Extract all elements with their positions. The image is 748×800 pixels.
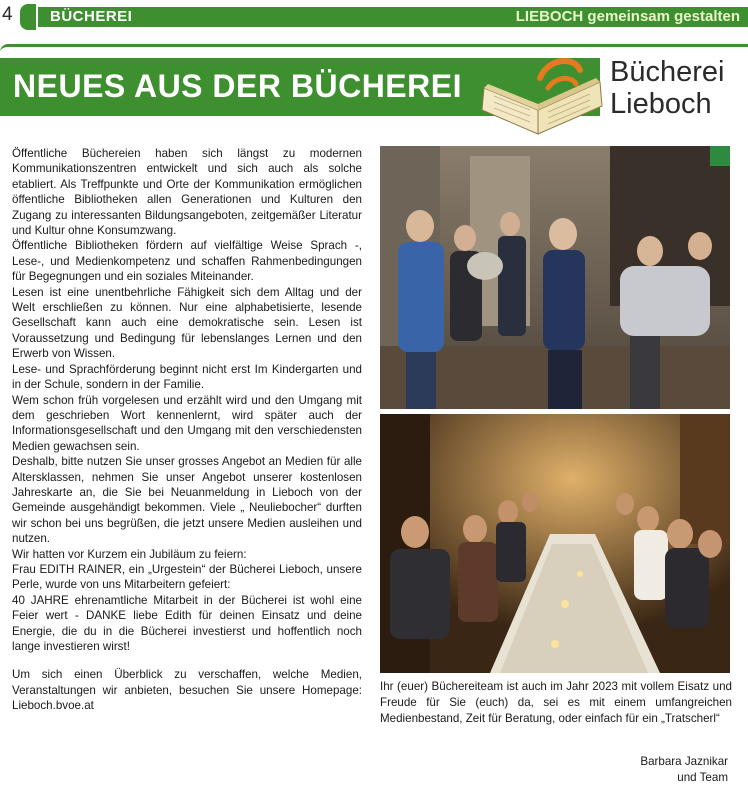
header-tab-decoration bbox=[20, 4, 36, 30]
logo-line2: Lieboch bbox=[610, 88, 712, 120]
page-header bbox=[0, 0, 748, 34]
author-name: Barbara Jaznikar bbox=[640, 755, 728, 768]
open-book-icon bbox=[478, 48, 606, 136]
article-paragraph: Frau EDITH RAINER, ein „Urgestein“ der Bücherei Lieboch, unsere Perle, wurde von uns Mitarbeitern gefeiert: bbox=[12, 562, 362, 592]
article-paragraph: 40 JAHRE ehrenamtliche Mitarbeit in der Bücherei ist wohl eine Feier wert - DANKE liebe Edith für deinen Einsatz und deine Energie, die du in die Bücherei investierst und hoffentlich noch lange investieren wirst! bbox=[12, 593, 362, 653]
logo-line1: Bücherei bbox=[610, 56, 725, 88]
author-team: und Team bbox=[677, 771, 728, 784]
photo-dinner-image bbox=[380, 414, 730, 673]
header-tagline: LIEBOCH gemeinsam gestalten bbox=[515, 8, 740, 25]
author-signature bbox=[560, 754, 728, 786]
photo-celebration bbox=[380, 146, 730, 409]
article-paragraph: Öffentliche Bibliotheken fördern auf vielfältige Weise Sprach -, Lese-, und Medienkompetenz und schaffen Rahmenbedingungen für Begegnungen und ein soziales Miteinander. bbox=[12, 239, 362, 284]
photo-dinner bbox=[380, 414, 730, 673]
page-number: 4 bbox=[2, 4, 13, 25]
photo-caption: Ihr (euer) Büchereiteam ist auch im Jahr 2023 mit vollem Eisatz und Freude für Sie (euch) da, sei es mit einem umfangreichen Medienbestand, Zeit für Beratung, oder einfach für ein „Tratscherl“ bbox=[380, 680, 732, 725]
article-closing: Um sich einen Überblick zu verschaffen, welche Medien, Veranstaltungen wir anbieten, besuchen Sie unsere Homepage: Lieboch.bvoe.at bbox=[12, 668, 362, 713]
article-paragraph: Lese- und Sprachförderung beginnt nicht erst Im Kindergarten und in der Schule, sondern in der Familie. bbox=[12, 362, 362, 392]
photo-celebration-image bbox=[380, 146, 730, 409]
page-title: NEUES AUS DER BÜCHEREI bbox=[13, 68, 462, 104]
article-paragraph: Wem schon früh vorgelesen und erzählt wird und den Umgang mit dem geschrieben Wort kennenlernt, wird später auch der Informationsgesellschaft und den Umgang mit den verschiedensten Medien gewachsen sein. bbox=[12, 393, 362, 453]
article-paragraph: Öffentliche Büchereien haben sich längst zu modernen Kommunikationszentren entwickelt und sich auch als solche etabliert. Als Treffpunkte und Orte der Kommunikation ermöglichen öffentliche Bibliotheken allen Generationen und Kulturen den Zugang zu interessanten Bildungsangeboten, zeitgemäßer Literatur und Kultur ohne Konsumzwang. bbox=[12, 147, 362, 238]
article-paragraph: Wir hatten vor Kurzem ein Jubiläum zu feiern: bbox=[12, 547, 247, 561]
library-logo bbox=[606, 56, 746, 124]
article-paragraph: Lesen ist eine unentbehrliche Fähigkeit sich dem Alltag und der Welt erschließen zu können. Nur eine alphabetisierte, lesende Gesellschaft kann auch eine demokratische sein. Lesen ist Voraussetzung und Bedingung für lebenslanges Lernen und den Erwerb von Wissen. bbox=[12, 285, 362, 361]
header-divider bbox=[0, 44, 748, 52]
header-bar bbox=[38, 7, 748, 27]
article-paragraph: Deshalb, bitte nutzen Sie unser grosses Angebot an Medien für alle Altersklassen, nehmen Sie unser Angebot unserer kostenlosen Jahreskarte an, die Sie bei Neuanmeldung in Lieboch von der Gemeinde ausgehändigt bekommen. Viele „ Neuliebocher“ durften wir schon bei uns begrüßen, die jetzt unsere Medien ausleihen und nutzen. bbox=[12, 455, 362, 546]
article-body bbox=[12, 146, 362, 714]
section-label: BÜCHEREI bbox=[50, 8, 133, 25]
